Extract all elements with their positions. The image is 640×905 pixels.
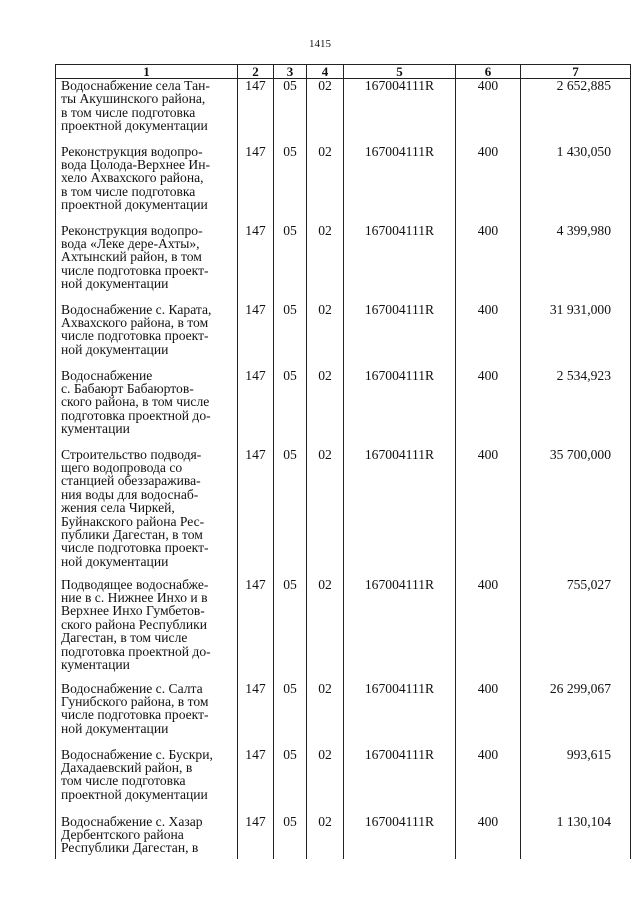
ministry-code-cell: 147 [238,448,274,578]
table-row [56,303,631,369]
description-line: ты Акушинского района, [61,91,206,107]
target-article-code-cell: 167004111R [344,145,456,224]
row-description [56,448,238,578]
amount-cell: 4 399,980 [521,224,631,303]
description-line: Водоснабжение с. Хазар [61,813,203,829]
description-line: Дахадаевский район, в [61,759,193,775]
expense-type-code-cell: 400 [456,578,521,682]
target-article-code-cell: 167004111R [344,369,456,448]
expense-type-code-cell: 400 [456,79,521,145]
description-line: ной документации [61,553,169,569]
description-line: Водоснабжение с. Карата, [61,301,212,317]
ministry-code-cell: 147 [238,145,274,224]
table-row [56,682,631,748]
ministry-code-cell: 147 [238,224,274,303]
row-description [56,303,238,369]
target-article-code-cell: 167004111R [344,79,456,145]
row-description [56,145,238,224]
section-code-cell: 05 [274,448,307,578]
amount-cell: 755,027 [521,578,631,682]
description-line: кументации [61,421,130,437]
description-line: числе подготовка проект- [61,707,209,723]
target-article-code-cell: 167004111R [344,448,456,578]
table-row [56,224,631,303]
row-description [56,815,238,859]
description-line: жения села Чиркей, [61,500,175,516]
expense-type-code-cell: 400 [456,145,521,224]
table-body [56,79,631,859]
section-code-cell: 05 [274,748,307,815]
row-description [56,748,238,815]
description-line: Водоснабжение [61,367,153,383]
section-code-cell: 05 [274,79,307,145]
description-line: проектной документации [61,118,208,134]
target-article-code-cell: 167004111R [344,303,456,369]
expense-type-code-cell: 400 [456,303,521,369]
target-article-code-cell: 167004111R [344,578,456,682]
subsection-code-cell: 02 [307,748,344,815]
section-code-cell: 05 [274,682,307,748]
description-line: ной документации [61,720,169,736]
description-line: в том числе подготовка [61,104,196,120]
column-header-7: 7 [521,65,631,79]
subsection-code-cell: 02 [307,303,344,369]
description-line: ной документации [61,276,169,292]
description-line: в том числе подготовка [61,183,196,199]
expense-type-code-cell: 400 [456,748,521,815]
table-row [56,145,631,224]
description-line: том числе подготовка [61,773,186,789]
description-line: Реконструкция водопро- [61,143,203,159]
description-line: Водоснабжение села Тан- [61,78,210,93]
budget-table [55,64,631,859]
expense-type-code-cell: 400 [456,682,521,748]
description-line: вода Цолода-Верхнее Ин- [61,156,211,172]
table-header-row [56,65,631,79]
description-line: Ахвахского района, в том [61,314,209,330]
description-line: подготовка проектной до- [61,643,211,659]
amount-cell: 31 931,000 [521,303,631,369]
amount-cell: 26 299,067 [521,682,631,748]
target-article-code-cell: 167004111R [344,748,456,815]
description-line: ского района Республики [61,616,207,632]
ministry-code-cell: 147 [238,578,274,682]
ministry-code-cell: 147 [238,748,274,815]
expense-type-code-cell: 400 [456,815,521,859]
description-line: вода «Леке дере-Ахты», [61,235,200,251]
subsection-code-cell: 02 [307,79,344,145]
amount-cell: 1 430,050 [521,145,631,224]
subsection-code-cell: 02 [307,815,344,859]
row-description [56,578,238,682]
ministry-code-cell: 147 [238,79,274,145]
row-description [56,79,238,145]
description-line: Реконструкция водопро- [61,222,203,238]
description-line: Дербентского района [61,826,184,842]
section-code-cell: 05 [274,578,307,682]
table-row [56,748,631,815]
target-article-code-cell: 167004111R [344,224,456,303]
subsection-code-cell: 02 [307,448,344,578]
row-description [56,682,238,748]
description-line: числе подготовка проект- [61,328,209,344]
description-line: станцией обеззаражива- [61,473,201,489]
description-line: ной документации [61,341,169,357]
column-header-3: 3 [274,65,307,79]
description-line: числе подготовка проект- [61,262,209,278]
section-code-cell: 05 [274,145,307,224]
ministry-code-cell: 147 [238,369,274,448]
column-header-4: 4 [307,65,344,79]
description-line: подготовка проектной до- [61,407,211,423]
subsection-code-cell: 02 [307,682,344,748]
ministry-code-cell: 147 [238,815,274,859]
column-header-5: 5 [344,65,456,79]
target-article-code-cell: 167004111R [344,682,456,748]
amount-cell: 2 652,885 [521,79,631,145]
subsection-code-cell: 02 [307,224,344,303]
description-line: проектной документации [61,197,208,213]
description-line: Подводящее водоснабже- [61,576,209,592]
description-line: Верхнее Инхо Гумбетов- [61,603,205,619]
description-line: Гунибского района, в том [61,693,209,709]
column-header-6: 6 [456,65,521,79]
description-line: кументации [61,656,130,672]
amount-cell: 1 130,104 [521,815,631,859]
ministry-code-cell: 147 [238,303,274,369]
table-row [56,578,631,682]
table-row [56,448,631,578]
subsection-code-cell: 02 [307,369,344,448]
section-code-cell: 05 [274,815,307,859]
description-line: ние в с. Нижнее Инхо и в [61,589,208,605]
description-line: Водоснабжение с. Салта [61,680,203,696]
section-code-cell: 05 [274,224,307,303]
expense-type-code-cell: 400 [456,369,521,448]
amount-cell: 2 534,923 [521,369,631,448]
amount-cell: 993,615 [521,748,631,815]
section-code-cell: 05 [274,303,307,369]
table-row [56,369,631,448]
description-line: проектной документации [61,786,208,802]
amount-cell: 35 700,000 [521,448,631,578]
subsection-code-cell: 02 [307,145,344,224]
description-line: Буйнакского района Рес- [61,513,205,529]
description-line: хело Ахвахского района, [61,170,204,186]
description-line: Водоснабжение с. Бускри, [61,746,213,762]
description-line: ского района, в том числе [61,394,210,410]
page-number: 1415 [309,38,331,50]
description-line: Дагестан, в том числе [61,630,188,646]
expense-type-code-cell: 400 [456,448,521,578]
column-header-2: 2 [238,65,274,79]
section-code-cell: 05 [274,369,307,448]
description-line: Ахтынский район, в том [61,249,202,265]
target-article-code-cell: 167004111R [344,815,456,859]
description-line: Республики Дагестан, в [61,840,199,856]
subsection-code-cell: 02 [307,578,344,682]
ministry-code-cell: 147 [238,682,274,748]
row-description [56,369,238,448]
description-line: Строительство подводя- [61,446,202,462]
table-row [56,79,631,145]
row-description [56,224,238,303]
table-row [56,815,631,859]
column-header-1: 1 [56,65,238,79]
description-line: с. Бабаюрт Бабаюртов- [61,380,194,396]
description-line: ния воды для водоснаб- [61,486,199,502]
expense-type-code-cell: 400 [456,224,521,303]
description-line: публики Дагестан, в том [61,526,203,542]
description-line: числе подготовка проект- [61,540,209,556]
description-line: щего водопровода со [61,459,183,475]
